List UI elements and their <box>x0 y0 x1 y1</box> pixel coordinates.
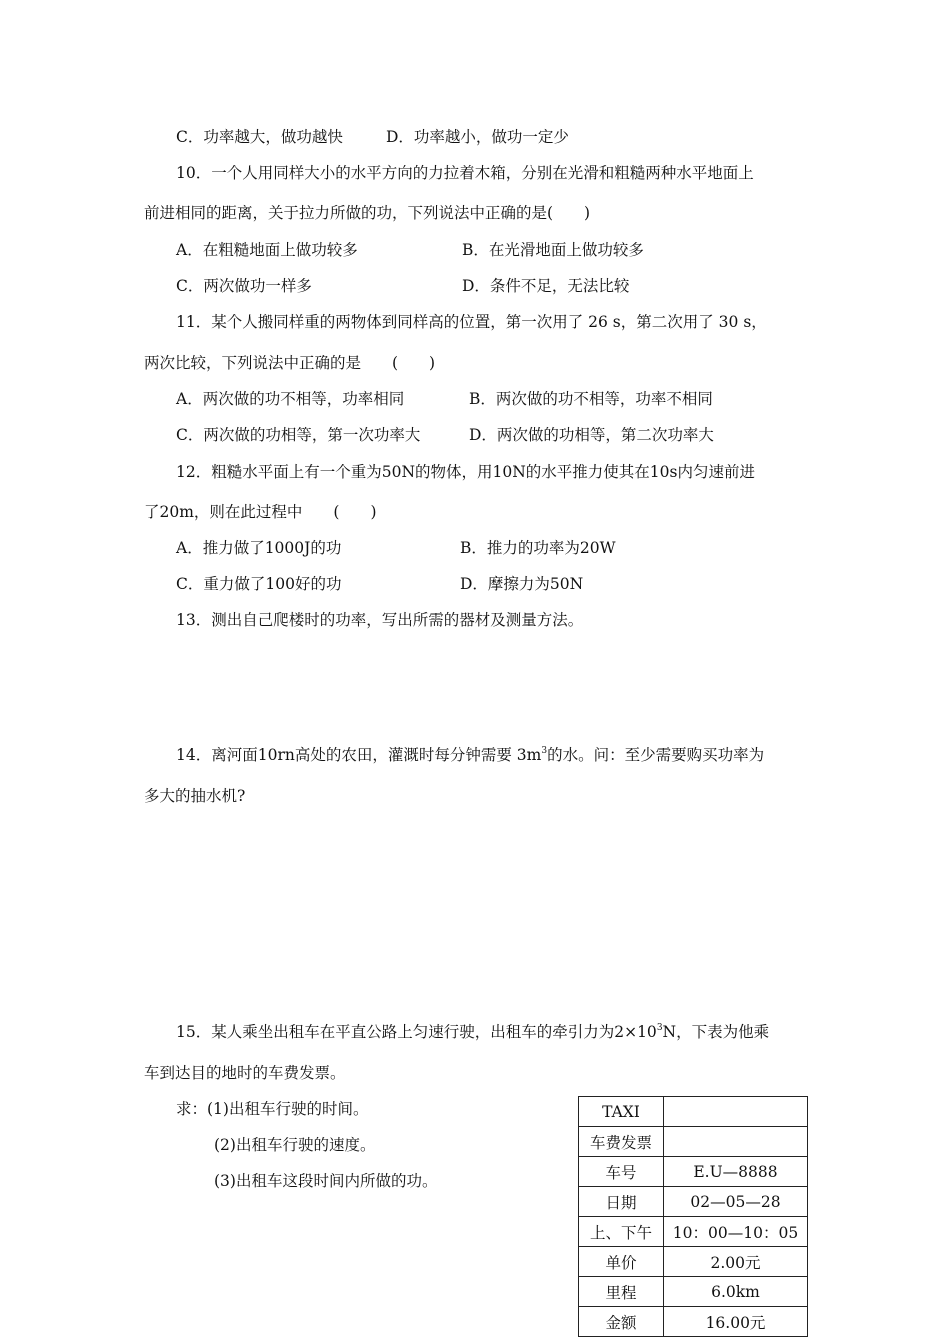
receipt-value: E.U—8888 <box>664 1157 808 1187</box>
q15-stem-line2: 车到达目的地时的车费发票。 <box>144 1064 346 1082</box>
q14-text-post: 的水。问：至少需要购买功率为 <box>547 746 765 764</box>
receipt-row <box>579 1277 808 1307</box>
q11-option-d: D．两次做的功相等，第二次功率大 <box>469 426 714 444</box>
q11-option-a: A．两次做的功不相等，功率相同 <box>176 390 405 408</box>
receipt-key: 里程 <box>579 1277 664 1307</box>
receipt-key: 上、下午 <box>579 1217 664 1247</box>
receipt-row <box>579 1127 808 1157</box>
q15-superscript: 3 <box>656 1023 663 1033</box>
q14-stem-line2: 多大的抽水机? <box>144 787 246 805</box>
receipt-row <box>579 1217 808 1247</box>
q10-stem-line1: 10．一个人用同样大小的水平方向的力拉着木箱，分别在光滑和粗糙两种水平地面上 <box>176 164 754 182</box>
receipt-value: 10：00—10：05 <box>664 1217 808 1247</box>
q11-stem-line1: 11．某个人搬同样重的两物体到同样高的位置，第一次用了 26 s，第二次用了 30 s， <box>176 313 767 331</box>
q15-ask-3: (3)出租车这段时间内所做的功。 <box>214 1172 438 1190</box>
q10-option-a: A．在粗糙地面上做功较多 <box>176 241 358 259</box>
receipt-value: 16.00元 <box>664 1307 808 1337</box>
q12-stem-line2: 了20m，则在此过程中 ( ) <box>144 503 377 521</box>
q15-text-post: N，下表为他乘 <box>662 1023 770 1041</box>
receipt-key: 日期 <box>579 1187 664 1217</box>
q12-option-b: B．推力的功率为20W <box>460 539 616 557</box>
q15-ask-1: 求：(1)出租车行驶的时间。 <box>176 1100 369 1118</box>
q15-ask-2: (2)出租车行驶的速度。 <box>214 1136 376 1154</box>
receipt-row <box>579 1187 808 1217</box>
q15-text-pre: 15．某人乘坐出租车在平直公路上匀速行驶，出租车的牵引力为2×10 <box>176 1023 657 1041</box>
q12-stem-line1: 12．粗糙水平面上有一个重为50N的物体，用10N的水平推力使其在10s内匀速前进 <box>176 463 755 481</box>
q14-stem-line1 <box>176 745 764 765</box>
q10-option-b: B．在光滑地面上做功较多 <box>462 241 644 259</box>
receipt-key: 金额 <box>579 1307 664 1337</box>
q10-option-c: C．两次做功一样多 <box>176 277 312 295</box>
taxi-receipt-table <box>578 1096 808 1337</box>
q9-option-d: D．功率越小，做功一定少 <box>386 128 569 146</box>
receipt-value <box>664 1097 808 1127</box>
receipt-value <box>664 1127 808 1157</box>
q11-option-c: C．两次做的功相等，第一次功率大 <box>176 426 421 444</box>
q11-stem-line2: 两次比较，下列说法中正确的是 ( ) <box>144 354 436 372</box>
receipt-value: 2.00元 <box>664 1247 808 1277</box>
receipt-row <box>579 1307 808 1337</box>
receipt-row <box>579 1097 808 1127</box>
receipt-key: TAXI <box>579 1097 664 1127</box>
q9-option-c: C．功率越大，做功越快 <box>176 128 343 146</box>
receipt-value: 6.0km <box>664 1277 808 1307</box>
receipt-key: 车费发票 <box>579 1127 664 1157</box>
q12-option-d: D．摩擦力为50N <box>460 575 584 593</box>
receipt-value: 02—05—28 <box>664 1187 808 1217</box>
q14-superscript: 3 <box>541 746 548 756</box>
receipt-key: 车号 <box>579 1157 664 1187</box>
q10-option-d: D．条件不足，无法比较 <box>462 277 630 295</box>
receipt-row <box>579 1247 808 1277</box>
q11-option-b: B．两次做的功不相等，功率不相同 <box>469 390 713 408</box>
q15-stem-line1 <box>176 1022 769 1042</box>
q12-option-c: C．重力做了100好的功 <box>176 575 342 593</box>
receipt-row <box>579 1157 808 1187</box>
q10-stem-line2: 前进相同的距离，关于拉力所做的功，下列说法中正确的是( ) <box>144 204 591 222</box>
q13-stem: 13．测出自己爬楼时的功率，写出所需的器材及测量方法。 <box>176 611 584 629</box>
receipt-key: 单价 <box>579 1247 664 1277</box>
q14-text-pre: 14．离河面10rn高处的农田，灌溉时每分钟需要 3m <box>176 746 542 764</box>
q12-option-a: A．推力做了1000J的功 <box>176 539 342 557</box>
